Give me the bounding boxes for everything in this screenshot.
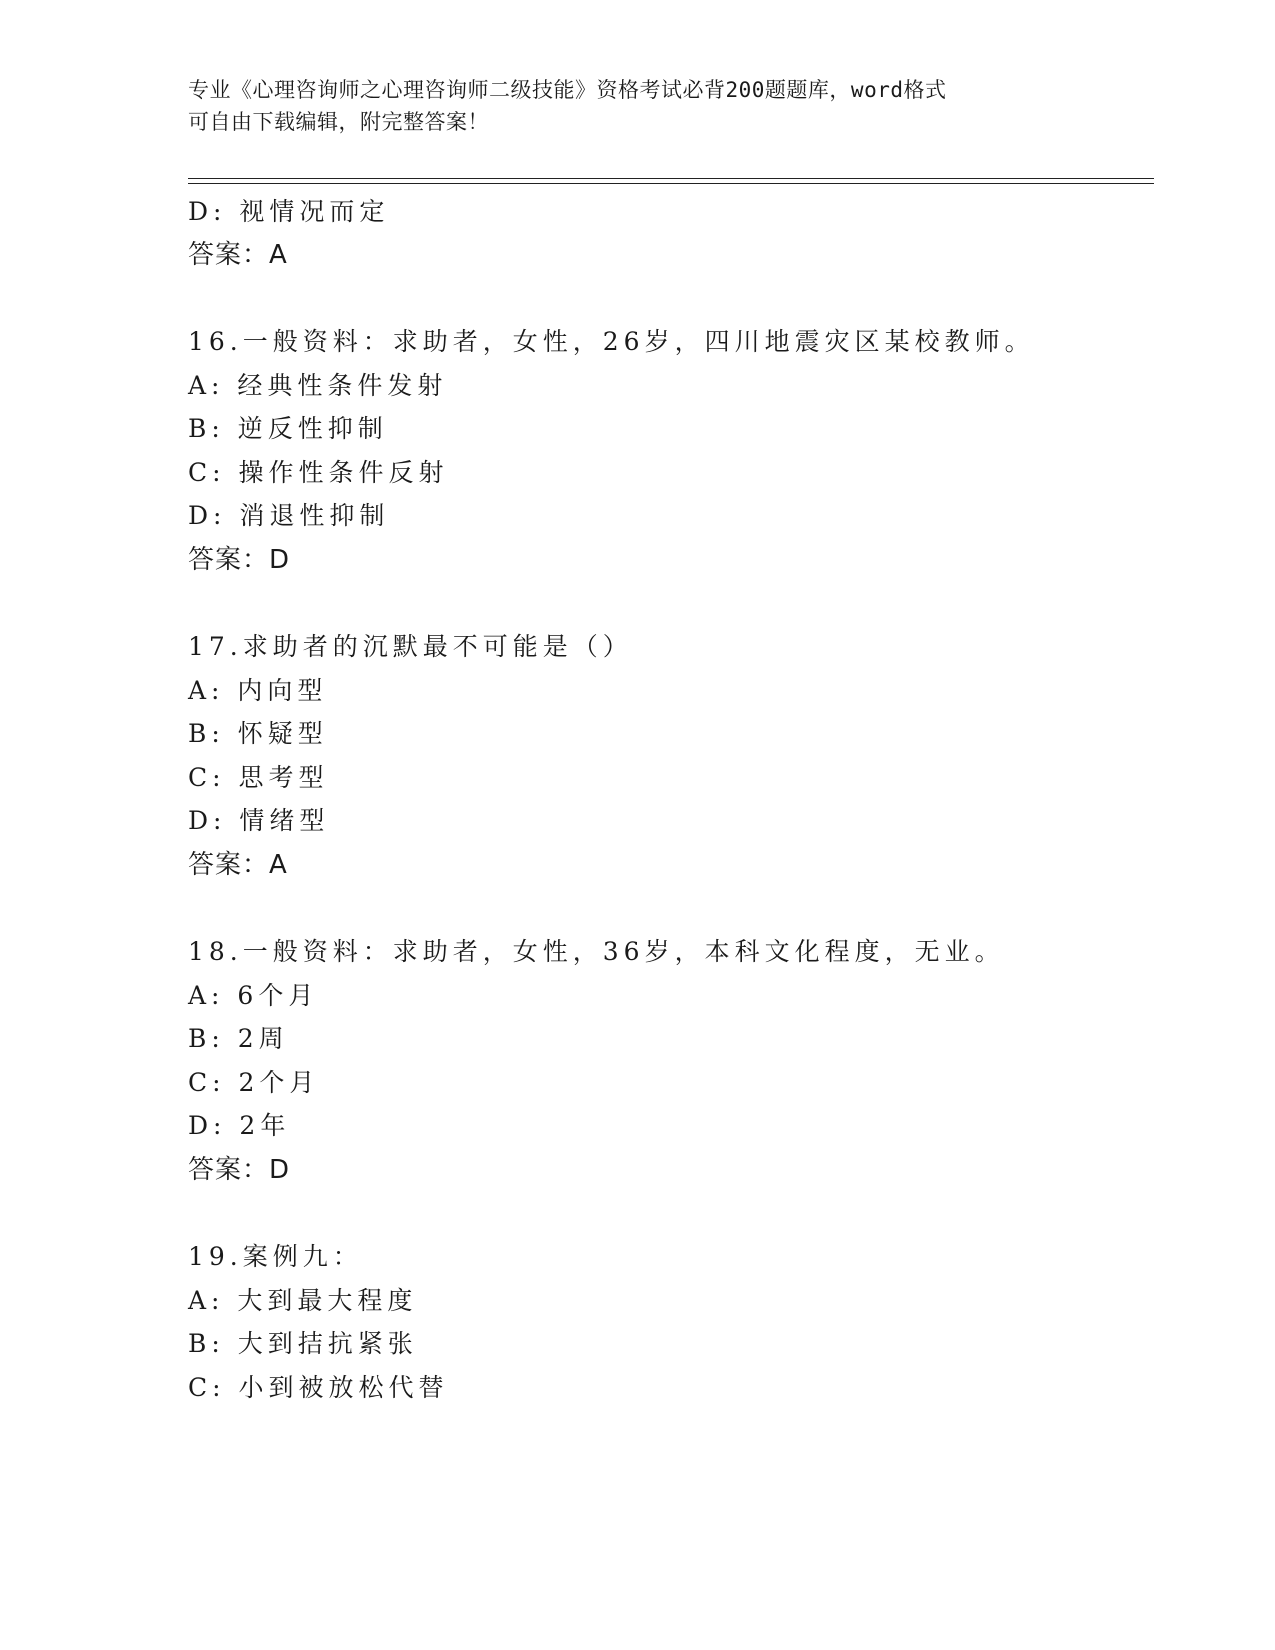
question-17-option-a: A: 内向型 xyxy=(188,676,328,705)
question-16-option-a: A: 经典性条件发射 xyxy=(188,371,448,400)
question-19-option-b: B: 大到拮抗紧张 xyxy=(188,1329,418,1358)
question-19-option-c: C: 小到被放松代替 xyxy=(188,1373,449,1402)
question-18-option-c: C: 2个月 xyxy=(188,1068,320,1097)
question-16-option-c: C: 操作性条件反射 xyxy=(188,458,449,487)
question-17-stem: 17.求助者的沉默最不可能是（） xyxy=(188,632,633,661)
header-line-1: 专业《心理咨询师之心理咨询师二级技能》资格考试必背200题题库，word格式 xyxy=(188,78,947,102)
question-18-answer: 答案：D xyxy=(188,1155,291,1185)
question-18-option-b: B: 2周 xyxy=(188,1024,289,1053)
question-18-option-a: A: 6个月 xyxy=(188,981,319,1010)
question-18-stem: 18.一般资料：求助者，女性，36岁，本科文化程度，无业。 xyxy=(188,937,1005,966)
carryover-option-d: D: 视情况而定 xyxy=(188,197,390,226)
question-19-stem: 19.案例九： xyxy=(188,1242,363,1271)
question-16-answer: 答案：D xyxy=(188,545,291,575)
header-divider-bottom xyxy=(188,183,1154,184)
question-17-answer: 答案：A xyxy=(188,850,288,880)
question-18-option-d: D: 2年 xyxy=(188,1111,291,1140)
question-16-stem: 16.一般资料：求助者，女性，26岁，四川地震灾区某校教师。 xyxy=(188,327,1035,356)
question-19-option-a: A: 大到最大程度 xyxy=(188,1286,418,1315)
question-17-option-d: D: 情绪型 xyxy=(188,806,330,835)
question-17-option-b: B: 怀疑型 xyxy=(188,719,328,748)
header-divider-top xyxy=(188,178,1154,179)
question-16-option-b: B: 逆反性抑制 xyxy=(188,414,388,443)
document-header xyxy=(188,74,1088,138)
question-16-option-d: D: 消退性抑制 xyxy=(188,501,390,530)
question-17-option-c: C: 思考型 xyxy=(188,763,329,792)
header-line-2: 可自由下载编辑，附完整答案！ xyxy=(188,110,489,134)
carryover-answer: 答案：A xyxy=(188,240,288,270)
